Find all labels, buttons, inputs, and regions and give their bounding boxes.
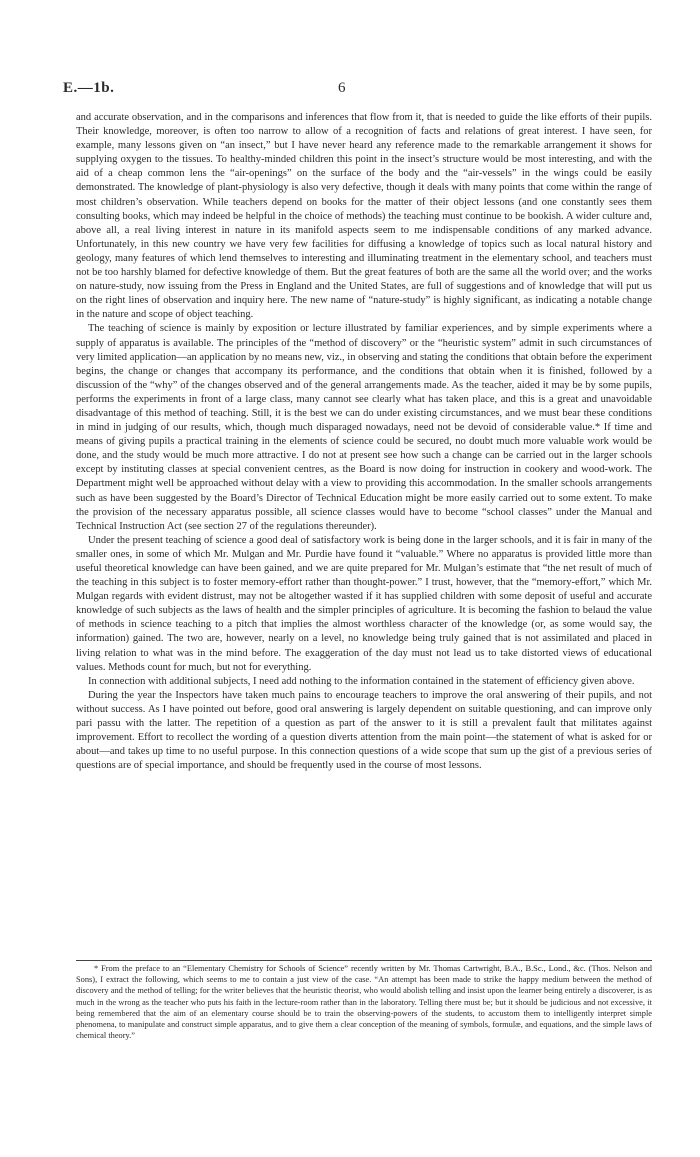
paragraph-present-teaching: Under the present teaching of science a good deal of satisfactory work is being done in the larger schools, and it is fair in many of the smaller ones, in some of which Mr. Mulgan and Mr. Purdie have found it “valuable.” Where no apparatus is provided little more than useful theoretical knowledge can have been gained, and we are quite prepared for Mr. Mulgan’s estimate that “the net result of much of the teaching in this subject is to foster memory-effort rather than thought-power.” I trust, however, that the “memory-effort,” which Mr. Mulgan regards with evident distrust, may not be altogether wasted if it has supplied children with some deposit of useful and accurate knowledge of such subjects as the laws of health and the simpler principles of agriculture. It is becoming the fashion to belaud the value of methods in science teaching to a pitch that implies the almost worthless character of the knowledge (or, as some would say, the information) gained. The two are, however, nearly on a level, no knowledge being truly gained that is not assimilated and placed in living relation to what was in the mind before. The exaggeration of the day must not lead us to take distorted views of educational values. Methods count for much, but not for everything. — [76, 534, 652, 673]
footnote-divider — [76, 960, 652, 961]
body-text — [76, 111, 652, 773]
paragraph-nature-study: and accurate observation, and in the comparisons and inferences that flow from it, that is needed to guide the like efforts of their pupils. Their knowledge, moreover, is often too narrow to allow of a recognition of facts and relations of great interest. I have seen, for example, many lessons given on “an insect,” but I have never heard any reference made to the remarkable arrangement it shows for supplying oxygen to the tissues. To healthy-minded children this point in the insect’s structure would be most interesting, and with the aid of a cheap common lens the “air-openings” on the surface of the body and the “air-vessels” in the wings could be easily demonstrated. The knowledge of plant-physiology is also very defective, though it deals with many points that come within the range of most children’s observation. While teachers depend on books for the matter of their object lessons (and one constantly sees them consulting books, which may indeed be helpful in the choice of methods) the teaching must continue to be bookish. A wider culture and, above all, a real living interest in nature in its manifold aspects seem to me indispensable conditions of any marked advance. Unfortunately, in this new country we have very few facilities for diffusing a knowledge of topics such as local natural history and geology, many features of which lend themselves to interesting and illuminating treatment in the elementary school, and teachers must not be too harshly blamed for defective knowledge of them. But the great features of both are the same all the world over; and the works on nature-study, now issuing from the Press in England and the United States, are full of suggestions and of knowledge that will put us on the right lines of observation and inquiry here. The new name of “nature-study” is highly significant, as indicating a notable change in the nature and scope of object teaching. — [76, 112, 652, 321]
paragraph-oral-answering: During the year the Inspectors have taken much pains to encourage teachers to improve the oral answering of their pupils, and not without success. As I have pointed out before, good oral answering is largely dependent on suitable questioning, and can improve only pari passu with the latter. The repetition of a question as part of the answer to it is still a prevalent fault that militates against improvement. Effort to recollect the wording of a question diverts attention from the main point—the statement of what is asked for or about—and takes up time to no useful purpose. In this connection questions of a wide scope that sum up the gist of a previous series of questions are of special importance, and should be frequently used in the course of most lessons. — [76, 689, 652, 772]
footnote: * From the preface to an “Elementary Chemistry for Schools of Science” recently written by Mr. Thomas Cartwright, B.A., B.Sc., Lond., &c. (Thos. Nelson and Sons), I extract the following, which seems to me to contain a just view of the case. “An attempt has been made to strike the happy medium between the method of discovery and the method of telling; for the writer believes that the heuristic theorist, who would abolish telling and insist upon the learner being entirely a discoverer, is as much in the wrong as the teacher who puts his faith in the lecture-room rather than in the laboratory. Telling there must be; but it should be judicious and not excessive, it being remembered that the aim of an elementary course should be to train the observing-powers of the students, to accustom them to intelligently interpret simple phenomena, to manipulate and construct simple apparatus, and to give them a clear conception of the meaning of symbols, formulæ, and equations, and the simple laws of chemical theory.” — [76, 964, 652, 1041]
paragraph-science-teaching: The teaching of science is mainly by exposition or lecture illustrated by familiar experiences, and by simple experiments where a supply of apparatus is available. The principles of the “method of discovery” or the “heuristic system” admit in such circumstances of very limited application—an application by no means new, viz., in observing and stating the conditions that obtain before the experiment begins, the change or changes that accompany its performance, and the conditions that obtain when it is finished, followed by a discussion of the “why” of the changes observed and of the general arrangements made. As the teacher, aided it may be by some pupils, performs the experiments in front of a large class, many cannot see clearly what has taken place, and this is a great and unavoidable disadvantage of this method of teaching. Still, it is the best we can do under existing circumstances, and we must bear these conditions in mind in judging of our results, which, though much disparaged nowadays, need not be devoid of considerable value.* If time and means of giving pupils a practical training in the elements of science could be secured, no doubt much more valuable work would be done, and the study would be much more attractive. I do not at present see how such a change can be carried out in the larger schools except by instituting classes at special convenient centres, as the Board is now doing for instruction in cookery and wood-work. The Department might well be approached without delay with a view to providing this accommodation. In the smaller schools arrangements such as have been suggested by the Board’s Director of Technical Education might be more easily carried out to some extent. To make the provision of the necessary apparatus possible, all science classes would have to become “school classes” under the Manual and Technical Instruction Act (see section 27 of the regulations thereunder). — [76, 323, 652, 532]
document-reference: E.—1b. — [63, 80, 115, 96]
paragraph-additional-subjects: In connection with additional subjects, I need add nothing to the information contained in the statement of efficiency given above. — [88, 675, 635, 687]
page-number: 6 — [338, 80, 346, 96]
